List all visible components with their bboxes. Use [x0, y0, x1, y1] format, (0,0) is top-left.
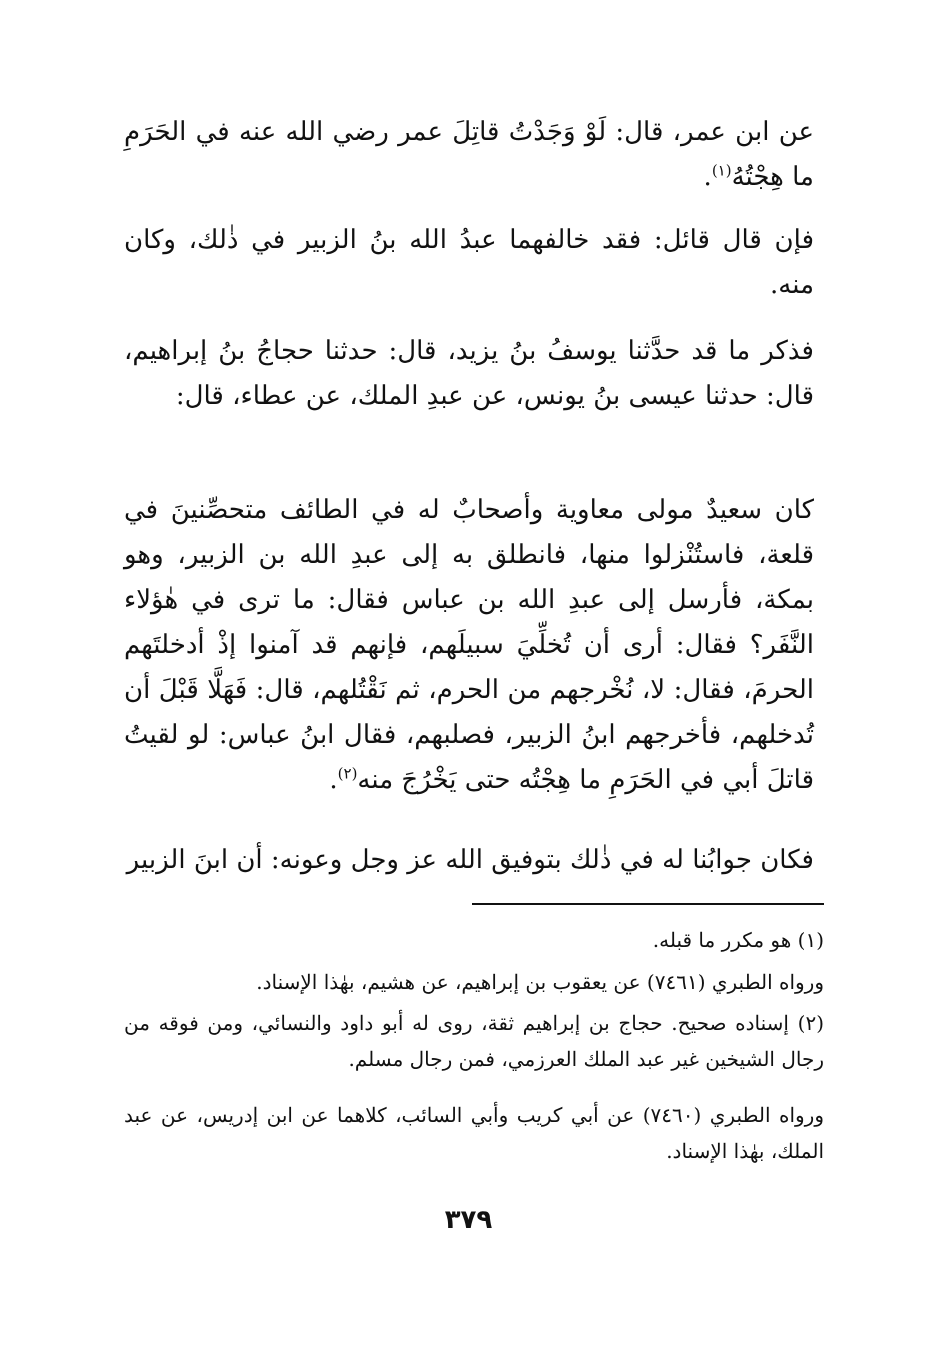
- paragraph-4-end: .: [329, 765, 338, 795]
- paragraph-5: فكان جوابُنا له في ذٰلك بتوفيق الله عز وجل وعونه: أن ابنَ الزبير: [126, 845, 814, 875]
- page-number: ٣٧٩: [444, 1205, 493, 1235]
- footnote-2-continuation: ورواه الطبري (٧٤٦٠) عن أبي كريب وأبي السائب، كلاهما عن ابن إدريس، عن عبد الملك، بهٰذا الإسناد.: [124, 1103, 824, 1163]
- paragraph-1-text: عن ابن عمر، قال: لَوْ وَجَدْتُ قاتِلَ عمر رضي الله عنه في الحَرَمِ ما هِجْتُهُ: [124, 117, 814, 192]
- paragraph-1-end: .: [703, 162, 712, 192]
- paragraph-4: [124, 488, 814, 803]
- paragraph-1: [124, 110, 814, 200]
- footnote-ref-2: (٢): [337, 764, 358, 783]
- footnote-separator: [472, 903, 824, 905]
- footnote-ref-1: (١): [711, 161, 732, 180]
- paragraph-4-text: كان سعيدٌ مولى معاوية وأصحابٌ له في الطائف متحصِّنينَ في قلعة، فاستُنْزلوا منها، فانطلق به إلى عبدِ الله بن الزبير، وهو بمكة، فأرسل إلى عبدِ الله بن عباس فقال: ما ترى في هٰؤلاء النَّفَر؟ فقال: أرى أن تُخلِّيَ سبيلَهم، فإنهم قد آمنوا إذْ أدخلتَهم الحرمَ، فقال: لا، نُخْرجهم من الحرم، ثم نَقْتُلهم، قال: فَهَلَّا قَبْلَ أن تُدخلهم، فأخرجهم ابنُ الزبير، فصلبهم، فقال ابنُ عباس: لو لقيتُ قاتلَ أبي في الحَرَمِ ما هِجْتُه حتى يَخْرُجَ منه: [124, 495, 814, 795]
- footnote-2: (٢) إسناده صحيح. حجاج بن إبراهيم ثقة، روى له أبو داود والنسائي، ومن فوقه من رجال الشيخين غير عبد الملك العرزمي، فمن رجال مسلم.: [124, 1011, 824, 1071]
- footnote-1: (١) هو مكرر ما قبله.: [652, 928, 824, 952]
- footnote-1-continuation: ورواه الطبري (٧٤٦١) عن يعقوب بن إبراهيم، عن هشيم، بهٰذا الإسناد.: [256, 970, 824, 994]
- paragraph-2: فإن قال قائل: فقد خالفهما عبدُ الله بنُ الزبير في ذٰلك، وكان منه.: [124, 225, 814, 300]
- paragraph-3: فذكر ما قد حدَّثنا يوسفُ بنُ يزيد، قال: حدثنا حجاجُ بنُ إبراهيم، قال: حدثنا عيسى بنُ يونس، عن عبدِ الملك، عن عطاء، قال:: [124, 336, 814, 411]
